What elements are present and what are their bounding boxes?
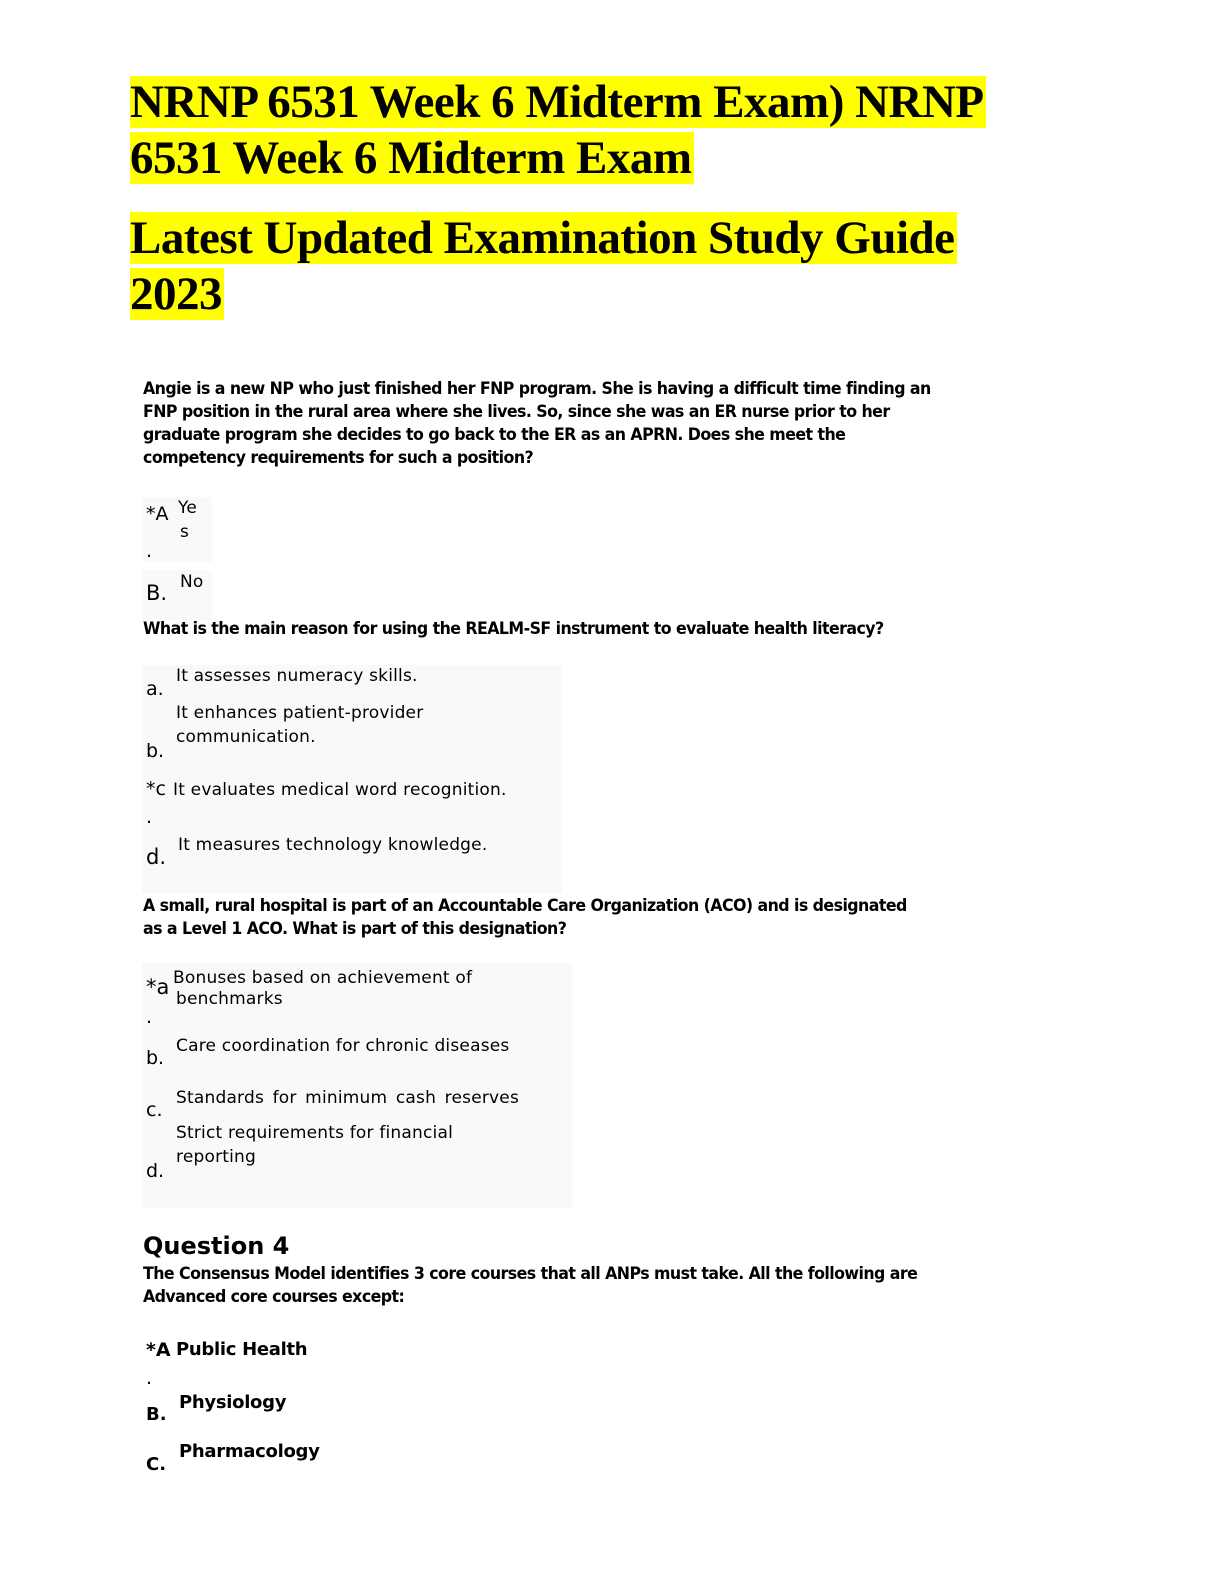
option-label: d.: [146, 1160, 165, 1182]
option-label: *a: [146, 975, 170, 999]
question-1-text: [143, 378, 931, 470]
title-line-2: 6531 Week 6 Midterm Exam: [130, 132, 692, 184]
option-label: b.: [146, 740, 165, 762]
option-text: Pharmacology: [179, 1441, 320, 1462]
option-text: Physiology: [179, 1392, 287, 1413]
option-text: s: [180, 522, 190, 542]
option-text: reporting: [176, 1147, 257, 1167]
question-line: as a Level 1 ACO. What is part of this designation?: [143, 919, 567, 939]
option-label: *A: [146, 1339, 171, 1361]
option-text: It evaluates medical word recognition.: [173, 780, 507, 800]
option-label: C.: [146, 1454, 167, 1475]
question-line: FNP position in the rural area where she lives. So, since she was an ER nurse prior to her: [143, 402, 890, 422]
question-line: The Consensus Model identifies 3 core courses that all ANPs must take. All the following are: [143, 1264, 918, 1284]
option-text: Strict requirements for financial: [176, 1123, 454, 1143]
title-line-1: NRNP 6531 Week 6 Midterm Exam) NRNP: [130, 76, 984, 128]
question-2-text: What is the main reason for using the REALM-SF instrument to evaluate health literacy?: [143, 619, 884, 639]
question-line: A small, rural hospital is part of an Accountable Care Organization (ACO) and is designated: [143, 896, 907, 916]
option-label: d.: [146, 845, 167, 869]
option-label: *A: [146, 503, 169, 525]
question-line: competency requirements for such a position?: [143, 448, 534, 468]
question-line: graduate program she decides to go back to the ER as an APRN. Does she meet the: [143, 425, 846, 445]
option-text: Care coordination for chronic diseases: [176, 1036, 510, 1056]
option-text: It assesses numeracy skills.: [176, 666, 418, 686]
option-text: No: [180, 572, 204, 592]
option-label: B.: [146, 581, 168, 605]
option-text: Bonuses based on achievement of: [173, 968, 473, 988]
option-text: Public Health: [176, 1339, 308, 1360]
subtitle-line-1: Latest Updated Examination Study Guide: [130, 212, 955, 264]
option-text: benchmarks: [176, 989, 283, 1009]
subtitle-line-2: 2023: [130, 268, 222, 320]
option-label-dot: .: [146, 806, 153, 828]
option-label: a.: [146, 678, 164, 700]
option-text: It measures technology knowledge.: [178, 835, 488, 855]
option-text: It enhances patient-provider: [176, 703, 424, 723]
question-line: Advanced core courses except:: [143, 1287, 405, 1307]
question-line: Angie is a new NP who just finished her FNP program. She is having a difficult time finding an: [143, 379, 931, 399]
document-subtitle: [130, 210, 957, 322]
option-label-dot: .: [146, 1367, 153, 1389]
question-4-heading: Question 4: [143, 1232, 290, 1260]
option-text: Ye: [178, 498, 197, 518]
question-3-text: [143, 895, 907, 941]
question-4-text: [143, 1263, 917, 1309]
option-label: B.: [146, 1404, 167, 1425]
option-label-dot: .: [146, 540, 153, 562]
option-label: b.: [146, 1047, 165, 1069]
option-label: c.: [146, 1099, 163, 1121]
option-text: Standards for minimum cash reserves: [176, 1088, 520, 1108]
option-text: communication.: [176, 727, 316, 747]
document-title: [130, 74, 986, 186]
option-label: *c: [146, 778, 166, 800]
option-label-dot: .: [146, 1006, 153, 1028]
